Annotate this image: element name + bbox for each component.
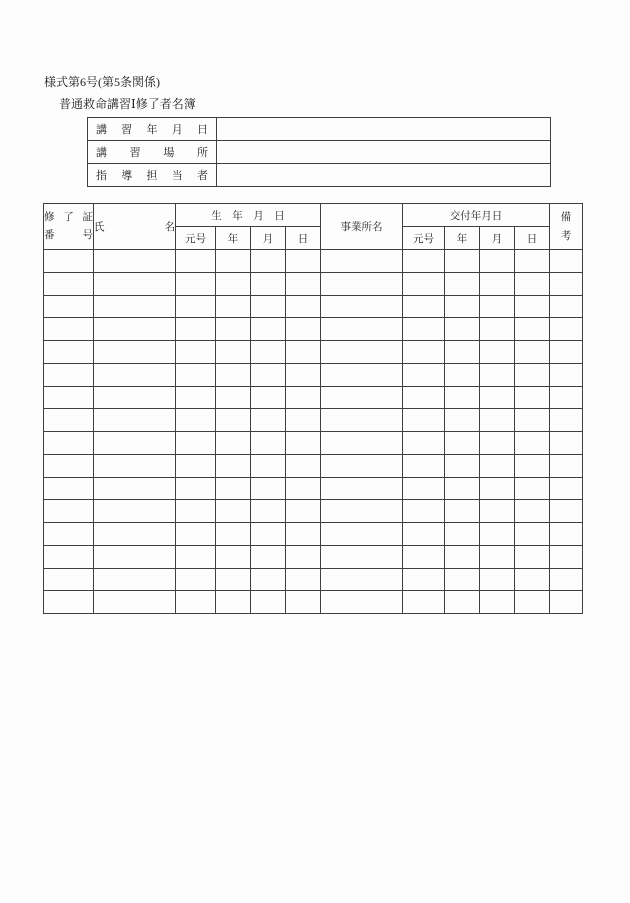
roster-cell-empty [176, 568, 216, 591]
roster-cell-empty [94, 591, 176, 614]
roster-cell-empty [94, 454, 176, 477]
roster-cell-empty [480, 591, 515, 614]
roster-cell-empty [550, 250, 583, 273]
roster-cell-empty [216, 432, 251, 455]
roster-cell-empty [445, 477, 480, 500]
roster-cell-empty [515, 341, 550, 364]
roster-cell-empty [286, 568, 321, 591]
roster-cell-empty [44, 568, 94, 591]
roster-cell-empty [286, 409, 321, 432]
header-issue-day: 日 [515, 227, 550, 250]
roster-row [44, 386, 583, 409]
roster-row [44, 500, 583, 523]
roster-cell-empty [251, 500, 286, 523]
roster-cell-empty [176, 432, 216, 455]
roster-cell-empty [216, 250, 251, 273]
roster-cell-empty [251, 363, 286, 386]
form-number: 様式第6号(第5条関係) [44, 75, 160, 89]
roster-cell-empty [515, 545, 550, 568]
roster-row [44, 295, 583, 318]
roster-cell-empty [251, 454, 286, 477]
roster-cell-empty [480, 432, 515, 455]
roster-cell-empty [176, 341, 216, 364]
roster-cell-empty [251, 272, 286, 295]
roster-cell-empty [216, 318, 251, 341]
roster-cell-empty [550, 341, 583, 364]
roster-row [44, 432, 583, 455]
info-value-course-place [217, 141, 551, 164]
document-title: 普通救命講習Ⅰ修了者名簿 [59, 97, 196, 111]
roster-cell-empty [445, 363, 480, 386]
roster-row [44, 272, 583, 295]
roster-cell-empty [480, 500, 515, 523]
roster-header-row-1 [44, 204, 583, 227]
info-value-course-date [217, 118, 551, 141]
roster-cell-empty [94, 477, 176, 500]
roster-cell-empty [251, 568, 286, 591]
roster-cell-empty [44, 318, 94, 341]
roster-cell-empty [550, 386, 583, 409]
roster-cell-empty [44, 523, 94, 546]
roster-cell-empty [216, 545, 251, 568]
roster-cell-empty [286, 591, 321, 614]
roster-cell-empty [550, 432, 583, 455]
roster-cell-empty [445, 341, 480, 364]
roster-cell-empty [480, 477, 515, 500]
roster-cell-empty [44, 363, 94, 386]
info-row-course-place [88, 141, 551, 164]
roster-cell-empty [480, 250, 515, 273]
course-info-table [87, 117, 551, 187]
roster-cell-empty [515, 568, 550, 591]
roster-cell-empty [515, 523, 550, 546]
roster-row [44, 591, 583, 614]
header-birth-year: 年 [216, 227, 251, 250]
roster-cell-empty [286, 500, 321, 523]
roster-cell-empty [515, 363, 550, 386]
roster-cell-empty [403, 250, 445, 273]
roster-cell-empty [94, 500, 176, 523]
roster-cell-empty [176, 250, 216, 273]
roster-row [44, 250, 583, 273]
roster-cell-empty [216, 477, 251, 500]
roster-cell-empty [515, 500, 550, 523]
roster-cell-empty [176, 591, 216, 614]
roster-cell-empty [321, 568, 403, 591]
roster-cell-empty [94, 363, 176, 386]
roster-cell-empty [286, 477, 321, 500]
roster-cell-empty [286, 250, 321, 273]
roster-cell-empty [480, 318, 515, 341]
roster-cell-empty [515, 477, 550, 500]
roster-cell-empty [286, 545, 321, 568]
header-birth-era: 元号 [176, 227, 216, 250]
roster-cell-empty [321, 409, 403, 432]
roster-row [44, 568, 583, 591]
roster-cell-empty [550, 409, 583, 432]
roster-cell-empty [550, 318, 583, 341]
roster-cell-empty [251, 386, 286, 409]
header-birth-day: 日 [286, 227, 321, 250]
roster-cell-empty [94, 409, 176, 432]
info-label-course-date: 講習年月日 [88, 118, 217, 141]
roster-cell-empty [286, 318, 321, 341]
info-value-instructor [217, 164, 551, 187]
roster-cell-empty [403, 432, 445, 455]
roster-cell-empty [94, 523, 176, 546]
roster-cell-empty [44, 432, 94, 455]
roster-cell-empty [216, 295, 251, 318]
header-cert-number [44, 204, 94, 250]
roster-row [44, 318, 583, 341]
roster-cell-empty [480, 523, 515, 546]
roster-cell-empty [216, 409, 251, 432]
header-birth-month: 月 [251, 227, 286, 250]
roster-cell-empty [44, 477, 94, 500]
roster-cell-empty [251, 341, 286, 364]
roster-cell-empty [44, 341, 94, 364]
roster-cell-empty [251, 295, 286, 318]
roster-cell-empty [251, 545, 286, 568]
roster-cell-empty [94, 568, 176, 591]
roster-cell-empty [480, 545, 515, 568]
info-row-course-date [88, 118, 551, 141]
roster-row [44, 363, 583, 386]
roster-cell-empty [480, 363, 515, 386]
roster-cell-empty [176, 318, 216, 341]
roster-cell-empty [550, 477, 583, 500]
roster-cell-empty [550, 545, 583, 568]
roster-cell-empty [176, 272, 216, 295]
roster-cell-empty [94, 250, 176, 273]
roster-cell-empty [550, 591, 583, 614]
roster-cell-empty [216, 341, 251, 364]
header-remarks-line1: 備 [560, 211, 572, 223]
roster-cell-empty [403, 591, 445, 614]
roster-cell-empty [550, 454, 583, 477]
roster-cell-empty [550, 272, 583, 295]
roster-cell-empty [216, 591, 251, 614]
roster-cell-empty [286, 386, 321, 409]
roster-cell-empty [216, 272, 251, 295]
roster-cell-empty [403, 363, 445, 386]
header-issue-date-group: 交付年月日 [403, 204, 550, 227]
roster-cell-empty [44, 295, 94, 318]
roster-cell-empty [445, 591, 480, 614]
roster-cell-empty [515, 272, 550, 295]
roster-cell-empty [176, 295, 216, 318]
roster-cell-empty [216, 363, 251, 386]
roster-cell-empty [445, 386, 480, 409]
roster-cell-empty [94, 295, 176, 318]
roster-cell-empty [176, 454, 216, 477]
roster-cell-empty [403, 409, 445, 432]
info-row-instructor [88, 164, 551, 187]
roster-row [44, 341, 583, 364]
roster-cell-empty [321, 591, 403, 614]
roster-cell-empty [480, 409, 515, 432]
info-label-instructor: 指導担当者 [88, 164, 217, 187]
roster-cell-empty [94, 386, 176, 409]
roster-cell-empty [480, 386, 515, 409]
roster-cell-empty [403, 454, 445, 477]
roster-cell-empty [286, 363, 321, 386]
roster-row [44, 523, 583, 546]
roster-cell-empty [445, 318, 480, 341]
header-issue-month: 月 [480, 227, 515, 250]
roster-cell-empty [94, 318, 176, 341]
roster-cell-empty [403, 386, 445, 409]
roster-cell-empty [480, 295, 515, 318]
header-issue-era: 元号 [403, 227, 445, 250]
roster-cell-empty [321, 318, 403, 341]
roster-cell-empty [445, 568, 480, 591]
roster-cell-empty [480, 568, 515, 591]
header-remarks [550, 204, 583, 250]
roster-cell-empty [94, 432, 176, 455]
roster-cell-empty [515, 386, 550, 409]
roster-cell-empty [286, 432, 321, 455]
roster-cell-empty [515, 250, 550, 273]
roster-cell-empty [251, 477, 286, 500]
roster-cell-empty [44, 386, 94, 409]
roster-cell-empty [94, 545, 176, 568]
roster-cell-empty [403, 545, 445, 568]
roster-cell-empty [44, 545, 94, 568]
roster-cell-empty [445, 523, 480, 546]
roster-cell-empty [176, 523, 216, 546]
roster-cell-empty [515, 454, 550, 477]
header-birth-date-group: 生 年 月 日 [176, 204, 321, 227]
roster-cell-empty [94, 272, 176, 295]
roster-cell-empty [515, 295, 550, 318]
roster-cell-empty [445, 500, 480, 523]
roster-cell-empty [321, 500, 403, 523]
roster-cell-empty [176, 363, 216, 386]
roster-cell-empty [286, 272, 321, 295]
roster-cell-empty [321, 477, 403, 500]
roster-cell-empty [515, 432, 550, 455]
roster-cell-empty [445, 454, 480, 477]
roster-cell-empty [321, 454, 403, 477]
roster-cell-empty [321, 272, 403, 295]
roster-cell-empty [403, 318, 445, 341]
roster-table [43, 203, 583, 614]
header-name: 氏名 [94, 204, 176, 250]
roster-cell-empty [321, 432, 403, 455]
roster-cell-empty [251, 523, 286, 546]
roster-cell-empty [286, 341, 321, 364]
roster-cell-empty [403, 272, 445, 295]
roster-cell-empty [44, 454, 94, 477]
roster-cell-empty [286, 523, 321, 546]
header-cert-number-line1: 修了証 [44, 211, 93, 223]
header-remarks-line2: 考 [560, 230, 572, 242]
roster-cell-empty [321, 250, 403, 273]
roster-cell-empty [445, 272, 480, 295]
roster-cell-empty [251, 318, 286, 341]
header-cert-number-line2: 番号 [44, 229, 93, 241]
roster-cell-empty [321, 363, 403, 386]
roster-cell-empty [445, 250, 480, 273]
roster-cell-empty [216, 500, 251, 523]
roster-cell-empty [251, 250, 286, 273]
roster-row [44, 454, 583, 477]
roster-cell-empty [216, 523, 251, 546]
roster-row [44, 477, 583, 500]
roster-cell-empty [251, 432, 286, 455]
roster-row [44, 545, 583, 568]
roster-cell-empty [44, 591, 94, 614]
roster-cell-empty [176, 545, 216, 568]
roster-cell-empty [44, 272, 94, 295]
roster-cell-empty [550, 523, 583, 546]
roster-cell-empty [176, 477, 216, 500]
roster-cell-empty [550, 363, 583, 386]
roster-cell-empty [251, 409, 286, 432]
roster-cell-empty [480, 454, 515, 477]
roster-cell-empty [480, 341, 515, 364]
roster-cell-empty [44, 500, 94, 523]
roster-cell-empty [321, 545, 403, 568]
roster-cell-empty [403, 568, 445, 591]
roster-cell-empty [216, 454, 251, 477]
roster-cell-empty [321, 386, 403, 409]
roster-cell-empty [403, 295, 445, 318]
header-issue-year: 年 [445, 227, 480, 250]
roster-cell-empty [403, 523, 445, 546]
roster-cell-empty [176, 500, 216, 523]
roster-cell-empty [445, 432, 480, 455]
roster-cell-empty [216, 568, 251, 591]
roster-cell-empty [445, 409, 480, 432]
roster-cell-empty [251, 591, 286, 614]
roster-cell-empty [550, 295, 583, 318]
roster-cell-empty [515, 318, 550, 341]
roster-cell-empty [286, 295, 321, 318]
roster-cell-empty [321, 523, 403, 546]
roster-cell-empty [403, 500, 445, 523]
roster-cell-empty [480, 272, 515, 295]
roster-cell-empty [550, 500, 583, 523]
roster-cell-empty [403, 477, 445, 500]
roster-cell-empty [44, 409, 94, 432]
roster-cell-empty [216, 386, 251, 409]
roster-header [44, 204, 583, 250]
roster-cell-empty [515, 409, 550, 432]
roster-cell-empty [321, 341, 403, 364]
header-office-name: 事業所名 [321, 204, 403, 250]
roster-cell-empty [445, 295, 480, 318]
roster-cell-empty [445, 545, 480, 568]
roster-row [44, 409, 583, 432]
roster-body [44, 250, 583, 614]
roster-cell-empty [176, 386, 216, 409]
roster-cell-empty [94, 341, 176, 364]
info-label-course-place: 講習場所 [88, 141, 217, 164]
roster-cell-empty [550, 568, 583, 591]
roster-cell-empty [403, 341, 445, 364]
roster-cell-empty [44, 250, 94, 273]
roster-cell-empty [515, 591, 550, 614]
roster-cell-empty [321, 295, 403, 318]
roster-cell-empty [286, 454, 321, 477]
roster-cell-empty [176, 409, 216, 432]
